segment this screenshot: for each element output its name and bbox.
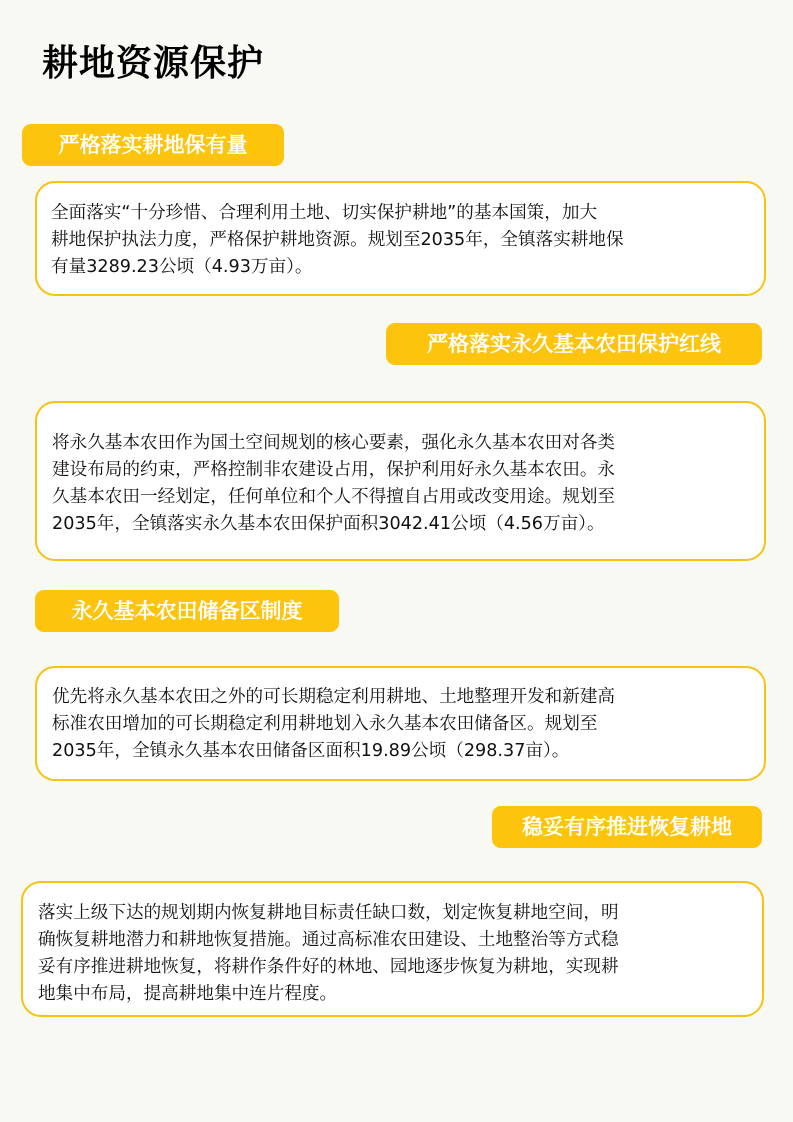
section-box-reserve-area <box>35 666 766 781</box>
text-line: 优先将永久基本农田之外的可长期稳定利用耕地、土地整理开发和新建高 <box>52 687 616 707</box>
text-line: 耕地保护执法力度，严格保护耕地资源。规划至2035年，全镇落实耕地保 <box>51 230 624 250</box>
text-line: 将永久基本农田作为国土空间规划的核心要素，强化永久基本农田对各类 <box>52 433 616 453</box>
text-line: 落实上级下达的规划期内恢复耕地目标责任缺口数，划定恢复耕地空间，明 <box>38 903 619 923</box>
page-title: 耕地资源保护 <box>42 43 265 84</box>
section-box-farmland-retention <box>35 181 766 296</box>
section-heading-farmland-retention: 严格落实耕地保有量 <box>22 124 284 166</box>
section-text <box>38 900 619 1008</box>
section-box-farmland-restoration <box>21 881 764 1017</box>
text-line: 地集中布局，提高耕地集中连片程度。 <box>38 984 338 1004</box>
section-text <box>51 200 624 281</box>
text-line: 全面落实“十分珍惜、合理利用土地、切实保护耕地”的基本国策，加大 <box>51 203 598 223</box>
section-heading-permanent-farmland-redline: 严格落实永久基本农田保护红线 <box>386 323 762 365</box>
section-heading-reserve-area: 永久基本农田储备区制度 <box>35 590 339 632</box>
text-line: 有量3289.23公顷（4.93万亩）。 <box>51 257 313 277</box>
section-box-permanent-farmland-redline <box>35 401 766 561</box>
text-line: 确恢复耕地潜力和耕地恢复措施。通过高标准农田建设、土地整治等方式稳 <box>38 930 619 950</box>
text-line: 标准农田增加的可长期稳定利用耕地划入永久基本农田储备区。规划至 <box>52 714 598 734</box>
text-line: 久基本农田一经划定，任何单位和个人不得擅自占用或改变用途。规划至 <box>52 487 616 507</box>
text-line: 2035年，全镇落实永久基本农田保护面积3042.41公顷（4.56万亩）。 <box>52 514 605 534</box>
text-line: 2035年，全镇永久基本农田储备区面积19.89公顷（298.37亩）。 <box>52 741 570 761</box>
text-line: 妥有序推进耕地恢复，将耕作条件好的林地、园地逐步恢复为耕地，实现耕 <box>38 957 619 977</box>
text-line: 建设布局的约束，严格控制非农建设占用，保护利用好永久基本农田。永 <box>52 460 616 480</box>
section-heading-farmland-restoration: 稳妥有序推进恢复耕地 <box>492 806 762 848</box>
section-text <box>52 684 615 765</box>
section-text <box>52 430 615 538</box>
